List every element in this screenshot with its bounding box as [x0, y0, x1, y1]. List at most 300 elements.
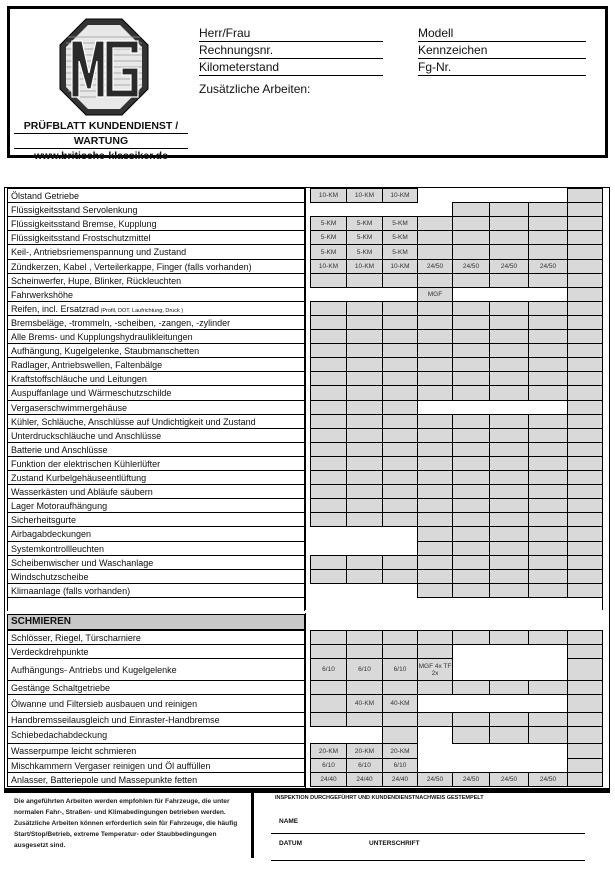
interval-cell[interactable] [382, 569, 418, 584]
interval-cell[interactable] [489, 526, 529, 542]
interval-cell[interactable]: 6/10 [310, 758, 347, 773]
interval-cell[interactable] [310, 712, 347, 727]
checklist-item-label: Anlasser, Batteriepole und Massepunkte fetten [11, 775, 198, 785]
interval-cell[interactable] [567, 456, 603, 471]
interval-cell[interactable] [452, 216, 490, 231]
interval-cell[interactable] [489, 329, 529, 344]
interval-cell[interactable] [346, 371, 383, 386]
interval-cell[interactable] [346, 385, 383, 401]
interval-cell[interactable] [528, 555, 568, 570]
interval-cell[interactable] [346, 498, 383, 513]
interval-cell[interactable] [489, 583, 529, 598]
interval-cell[interactable] [452, 484, 490, 499]
interval-cell[interactable] [567, 583, 603, 598]
interval-cell[interactable]: 24/50 [417, 259, 453, 274]
interval-cell[interactable]: 5-KM [346, 244, 383, 260]
interval-cell[interactable] [452, 470, 490, 485]
interval-cell[interactable]: 5-KM [346, 230, 383, 245]
interval-cell[interactable] [382, 385, 418, 401]
interval-cell[interactable] [310, 498, 347, 513]
interval-cell[interactable] [417, 315, 453, 330]
checklist-item [7, 758, 305, 773]
date-label: DATUM [279, 840, 302, 847]
interval-cell[interactable] [417, 712, 453, 727]
checklist-item-label: Systemkontrollleuchten [11, 544, 105, 554]
interval-cell[interactable] [489, 216, 529, 231]
interval-cell[interactable] [567, 772, 603, 787]
interval-cell[interactable]: 24/50 [417, 772, 453, 787]
section-header-schmieren: SCHMIEREN [7, 614, 305, 630]
interval-cell[interactable] [489, 630, 529, 645]
interval-cell[interactable] [417, 456, 453, 471]
interval-cell[interactable] [346, 712, 383, 727]
interval-cell[interactable]: 24/50 [452, 259, 490, 274]
interval-cell[interactable] [346, 555, 383, 570]
interval-cell[interactable] [452, 273, 490, 288]
interval-cell[interactable]: 40-KM [382, 694, 418, 713]
interval-cell[interactable] [382, 428, 418, 443]
interval-cell[interactable] [528, 216, 568, 231]
interval-cell[interactable] [528, 512, 568, 527]
interval-cell[interactable] [346, 315, 383, 330]
interval-cell[interactable] [567, 385, 603, 401]
interval-cell[interactable] [567, 512, 603, 527]
footer-divider [4, 789, 610, 793]
interval-cell[interactable] [417, 680, 453, 695]
interval-cell[interactable] [528, 484, 568, 499]
interval-cell[interactable] [567, 442, 603, 457]
checklist-item [7, 658, 305, 681]
interval-cell[interactable] [346, 400, 383, 415]
interval-cell[interactable]: 5-KM [346, 216, 383, 231]
interval-cell[interactable] [528, 726, 568, 744]
interval-cell[interactable] [452, 244, 490, 260]
interval-cell[interactable] [489, 202, 529, 217]
interval-cell[interactable] [310, 644, 347, 659]
checklist-item [7, 301, 305, 316]
interval-cell[interactable] [528, 456, 568, 471]
interval-cell[interactable] [346, 329, 383, 344]
interval-cell[interactable] [310, 442, 347, 457]
interval-cell[interactable] [310, 343, 347, 358]
interval-cell[interactable] [452, 230, 490, 245]
interval-cell[interactable]: 10-KM [310, 259, 347, 274]
interval-cell[interactable] [567, 301, 603, 316]
interval-cell[interactable] [452, 315, 490, 330]
interval-cell[interactable]: 24/50 [528, 259, 568, 274]
interval-cell[interactable] [452, 726, 490, 744]
interval-cell[interactable] [489, 541, 529, 556]
interval-cell[interactable] [567, 414, 603, 429]
interval-cell[interactable] [382, 630, 418, 645]
interval-cell[interactable] [489, 512, 529, 527]
interval-cell[interactable] [567, 541, 603, 556]
interval-cell[interactable] [346, 357, 383, 372]
interval-cell[interactable] [452, 712, 490, 727]
interval-cell[interactable] [382, 357, 418, 372]
interval-cell[interactable] [346, 680, 383, 695]
interval-cell[interactable] [310, 680, 347, 695]
interval-cell[interactable]: 5-KM [310, 216, 347, 231]
interval-cell[interactable] [567, 726, 603, 744]
interval-cell[interactable] [567, 315, 603, 330]
interval-cell[interactable] [489, 680, 529, 695]
interval-cell[interactable] [489, 230, 529, 245]
interval-cell[interactable] [310, 315, 347, 330]
interval-cell[interactable] [567, 287, 603, 302]
interval-cell[interactable] [382, 400, 418, 415]
interval-cell[interactable]: 6/10 [382, 658, 418, 681]
interval-cell[interactable] [567, 644, 603, 659]
interval-cell[interactable] [567, 680, 603, 695]
date-signature-line[interactable] [271, 860, 585, 861]
interval-cell[interactable]: 5-KM [310, 230, 347, 245]
interval-cell[interactable] [310, 371, 347, 386]
interval-cell[interactable] [452, 583, 490, 598]
checklist-item [7, 216, 305, 231]
interval-cell[interactable] [567, 259, 603, 274]
interval-cell[interactable] [567, 216, 603, 231]
interval-cell[interactable] [528, 712, 568, 727]
interval-cell[interactable] [528, 385, 568, 401]
interval-cell[interactable]: 6/10 [346, 758, 383, 773]
interval-cell[interactable]: 20-KM [382, 743, 418, 759]
checklist-item [7, 583, 305, 598]
interval-cell[interactable] [417, 555, 453, 570]
interval-cell[interactable] [417, 343, 453, 358]
interval-cell[interactable] [452, 569, 490, 584]
interval-cell[interactable] [489, 343, 529, 358]
interval-cell[interactable]: 5-KM [382, 244, 418, 260]
interval-cell[interactable] [528, 541, 568, 556]
interval-cell[interactable] [528, 414, 568, 429]
interval-cell[interactable] [382, 726, 418, 744]
interval-cell[interactable] [382, 273, 418, 288]
interval-cell[interactable] [417, 512, 453, 527]
interval-cell[interactable]: 24/50 [489, 259, 529, 274]
interval-cell[interactable] [310, 329, 347, 344]
interval-cell[interactable] [528, 244, 568, 260]
interval-cell[interactable] [310, 400, 347, 415]
interval-cell[interactable] [528, 470, 568, 485]
interval-cell[interactable] [417, 216, 453, 231]
interval-cell[interactable] [382, 498, 418, 513]
interval-cell[interactable] [417, 371, 453, 386]
interval-cell[interactable]: 24/40 [382, 772, 418, 787]
interval-cell[interactable]: 24/50 [489, 772, 529, 787]
interval-cell[interactable] [417, 273, 453, 288]
interval-cell[interactable] [417, 329, 453, 344]
interval-cell[interactable] [417, 470, 453, 485]
interval-cell[interactable] [528, 371, 568, 386]
interval-cell[interactable]: 20-KM [346, 743, 383, 759]
interval-cell[interactable] [382, 484, 418, 499]
interval-cell[interactable] [382, 680, 418, 695]
interval-cell[interactable]: 10-KM [346, 188, 383, 203]
interval-cell[interactable] [310, 428, 347, 443]
interval-cell[interactable] [310, 569, 347, 584]
checklist-item [7, 371, 305, 386]
interval-cell[interactable] [567, 526, 603, 542]
interval-cell[interactable]: 24/50 [452, 772, 490, 787]
interval-cell[interactable]: 24/40 [346, 772, 383, 787]
interval-cell[interactable] [346, 414, 383, 429]
checklist-item [7, 694, 305, 713]
interval-cell[interactable] [382, 442, 418, 457]
interval-cell[interactable] [452, 371, 490, 386]
interval-cell[interactable] [417, 244, 453, 260]
interval-cell[interactable] [452, 414, 490, 429]
interval-cell[interactable] [528, 583, 568, 598]
interval-cell[interactable] [489, 470, 529, 485]
interval-cell[interactable] [567, 230, 603, 245]
interval-cell[interactable] [452, 301, 490, 316]
interval-cell[interactable] [567, 498, 603, 513]
interval-cell[interactable] [417, 414, 453, 429]
interval-cell[interactable] [452, 357, 490, 372]
interval-cell[interactable] [528, 230, 568, 245]
interval-cell[interactable] [452, 680, 490, 695]
interval-cell[interactable] [310, 512, 347, 527]
interval-cell[interactable] [567, 484, 603, 499]
interval-cell[interactable] [567, 555, 603, 570]
interval-cell[interactable]: 10-KM [382, 188, 418, 203]
interval-cell[interactable] [417, 385, 453, 401]
interval-cell[interactable] [489, 428, 529, 443]
interval-cell[interactable]: 40-KM [346, 694, 383, 713]
interval-cell[interactable] [567, 202, 603, 217]
interval-cell[interactable] [382, 329, 418, 344]
interval-cell[interactable] [528, 343, 568, 358]
interval-cell[interactable] [567, 712, 603, 727]
checklist-item-label: Schiebedachabdeckung [11, 730, 108, 740]
interval-cell[interactable] [567, 743, 603, 759]
interval-cell[interactable] [417, 569, 453, 584]
checklist-item-label: Funktion der elektrischen Kühlerlüfter [11, 459, 161, 469]
interval-cell[interactable] [346, 343, 383, 358]
checklist-item [7, 630, 305, 645]
customer-name-field[interactable]: Herr/Frau [199, 25, 383, 42]
interval-cell[interactable] [346, 428, 383, 443]
interval-cell[interactable]: 24/40 [310, 772, 347, 787]
interval-cell[interactable] [452, 630, 490, 645]
interval-cell[interactable] [452, 343, 490, 358]
interval-cell[interactable] [346, 644, 383, 659]
interval-cell[interactable] [310, 414, 347, 429]
interval-cell[interactable]: 6/10 [310, 658, 347, 681]
interval-cell[interactable] [567, 569, 603, 584]
interval-cell[interactable] [452, 541, 490, 556]
interval-cell[interactable] [346, 301, 383, 316]
interval-cell[interactable] [489, 244, 529, 260]
interval-cell[interactable] [382, 470, 418, 485]
interval-cell[interactable]: 6/10 [346, 658, 383, 681]
interval-cell[interactable] [452, 555, 490, 570]
interval-cell[interactable] [346, 484, 383, 499]
license-plate-field[interactable]: Kennzeichen [418, 42, 586, 59]
checklist-item [7, 644, 305, 659]
interval-cell[interactable] [452, 385, 490, 401]
interval-cell[interactable] [417, 583, 453, 598]
interval-cell[interactable] [452, 456, 490, 471]
interval-cell[interactable] [567, 428, 603, 443]
interval-cell[interactable]: 24/50 [528, 772, 568, 787]
interval-cell[interactable] [417, 428, 453, 443]
name-label: NAME [279, 818, 299, 825]
interval-cell[interactable] [382, 644, 418, 659]
interval-cell[interactable] [567, 273, 603, 288]
checklist-item [7, 743, 305, 759]
interval-cell[interactable] [567, 244, 603, 260]
interval-cell[interactable] [489, 712, 529, 727]
checklist-item [7, 287, 305, 302]
interval-cell[interactable] [310, 484, 347, 499]
interval-cell[interactable] [567, 357, 603, 372]
interval-cell[interactable] [489, 414, 529, 429]
interval-cell[interactable] [567, 658, 603, 681]
interval-cell[interactable] [567, 470, 603, 485]
interval-cell[interactable]: 6/10 [382, 758, 418, 773]
checklist-item [7, 512, 305, 527]
interval-cell[interactable] [528, 202, 568, 217]
interval-cell[interactable] [417, 526, 453, 542]
interval-cell[interactable] [310, 385, 347, 401]
interval-cell[interactable] [346, 630, 383, 645]
checklist-item [7, 357, 305, 372]
interval-cell[interactable] [528, 301, 568, 316]
interval-cell[interactable] [382, 512, 418, 527]
interval-cell[interactable] [528, 680, 568, 695]
interval-cell[interactable] [310, 456, 347, 471]
interval-cell[interactable] [417, 357, 453, 372]
interval-cell[interactable]: 5-KM [310, 244, 347, 260]
interval-cell[interactable] [417, 301, 453, 316]
checklist-item [7, 230, 305, 245]
interval-cell[interactable] [310, 630, 347, 645]
checklist-item-label: Flüssigkeitsstand Servolenkung [11, 205, 138, 215]
interval-cell[interactable] [452, 498, 490, 513]
interval-cell[interactable] [489, 484, 529, 499]
interval-cell[interactable] [567, 400, 603, 415]
interval-cell[interactable] [567, 758, 603, 773]
interval-cell[interactable] [489, 385, 529, 401]
model-field[interactable]: Modell [418, 25, 586, 42]
interval-cell[interactable] [528, 442, 568, 457]
chassis-number-field[interactable]: Fg-Nr. [418, 59, 586, 76]
interval-cell[interactable] [382, 301, 418, 316]
interval-cell[interactable] [528, 630, 568, 645]
interval-cell[interactable]: MGF 4x TF 2x [417, 658, 453, 681]
checklist-item-label: Scheinwerfer, Hupe, Blinker, Rückleuchten [11, 276, 182, 286]
interval-cell[interactable] [567, 630, 603, 645]
interval-cell[interactable] [382, 315, 418, 330]
interval-cell[interactable] [346, 512, 383, 527]
interval-cell[interactable] [489, 442, 529, 457]
interval-cell[interactable] [452, 202, 490, 217]
interval-cell[interactable]: 10-KM [310, 188, 347, 203]
interval-cell[interactable] [310, 555, 347, 570]
interval-cell[interactable] [567, 371, 603, 386]
interval-cell[interactable] [528, 315, 568, 330]
interval-cell[interactable] [346, 470, 383, 485]
interval-cell[interactable] [310, 357, 347, 372]
interval-cell[interactable]: 10-KM [346, 259, 383, 274]
interval-cell[interactable] [489, 301, 529, 316]
interval-cell[interactable] [489, 456, 529, 471]
website-link[interactable]: www.britische-klassiker.de [34, 150, 168, 162]
interval-cell[interactable] [489, 357, 529, 372]
interval-cell[interactable]: 10-KM [382, 259, 418, 274]
interval-cell[interactable] [417, 498, 453, 513]
interval-cell[interactable] [382, 456, 418, 471]
interval-cell[interactable] [346, 273, 383, 288]
interval-cell[interactable] [310, 470, 347, 485]
interval-cell[interactable] [310, 694, 347, 713]
interval-cell[interactable] [382, 712, 418, 727]
interval-cell[interactable] [417, 541, 453, 556]
interval-cell[interactable] [382, 371, 418, 386]
interval-cell[interactable] [567, 694, 603, 713]
interval-cell[interactable] [528, 498, 568, 513]
interval-cell[interactable] [567, 188, 603, 203]
interval-cell[interactable] [528, 357, 568, 372]
interval-cell[interactable] [489, 371, 529, 386]
interval-cell[interactable]: MGF [417, 287, 453, 302]
interval-cell[interactable] [489, 569, 529, 584]
interval-cell[interactable] [382, 414, 418, 429]
interval-cell[interactable]: 5-KM [382, 230, 418, 245]
interval-cell[interactable] [452, 442, 490, 457]
interval-cell[interactable] [417, 442, 453, 457]
interval-cell[interactable] [528, 273, 568, 288]
interval-cell[interactable] [528, 428, 568, 443]
checklist-item [7, 329, 305, 344]
interval-cell[interactable] [417, 644, 453, 659]
interval-cell[interactable] [417, 230, 453, 245]
interval-cell[interactable] [567, 329, 603, 344]
interval-cell[interactable] [417, 484, 453, 499]
checklist-item-label: Verdeckdrehpunkte [11, 647, 89, 657]
interval-cell[interactable] [489, 273, 529, 288]
interval-cell[interactable] [567, 343, 603, 358]
checklist-item-label: Flüssigkeitsstand Bremse, Kupplung [11, 219, 157, 229]
interval-cell[interactable] [489, 555, 529, 570]
name-signature-line[interactable] [271, 833, 585, 834]
interval-cell[interactable] [346, 456, 383, 471]
interval-cell[interactable] [346, 442, 383, 457]
mileage-field[interactable]: Kilometerstand [199, 59, 383, 76]
interval-cell[interactable] [346, 569, 383, 584]
interval-cell[interactable] [528, 526, 568, 542]
interval-cell[interactable] [489, 315, 529, 330]
interval-cell[interactable] [452, 428, 490, 443]
interval-cell[interactable] [417, 630, 453, 645]
interval-cell[interactable] [489, 498, 529, 513]
interval-cell[interactable] [310, 273, 347, 288]
interval-cell[interactable] [452, 329, 490, 344]
interval-cell[interactable] [452, 526, 490, 542]
interval-cell[interactable] [310, 301, 347, 316]
interval-cell[interactable] [382, 555, 418, 570]
interval-cell[interactable] [382, 343, 418, 358]
interval-cell[interactable]: 20-KM [310, 743, 347, 759]
invoice-number-field[interactable]: Rechnungsnr. [199, 42, 383, 59]
interval-cell[interactable] [528, 329, 568, 344]
interval-cell[interactable] [528, 569, 568, 584]
interval-cell[interactable] [489, 726, 529, 744]
interval-cell[interactable] [452, 512, 490, 527]
interval-cell[interactable]: 5-KM [382, 216, 418, 231]
